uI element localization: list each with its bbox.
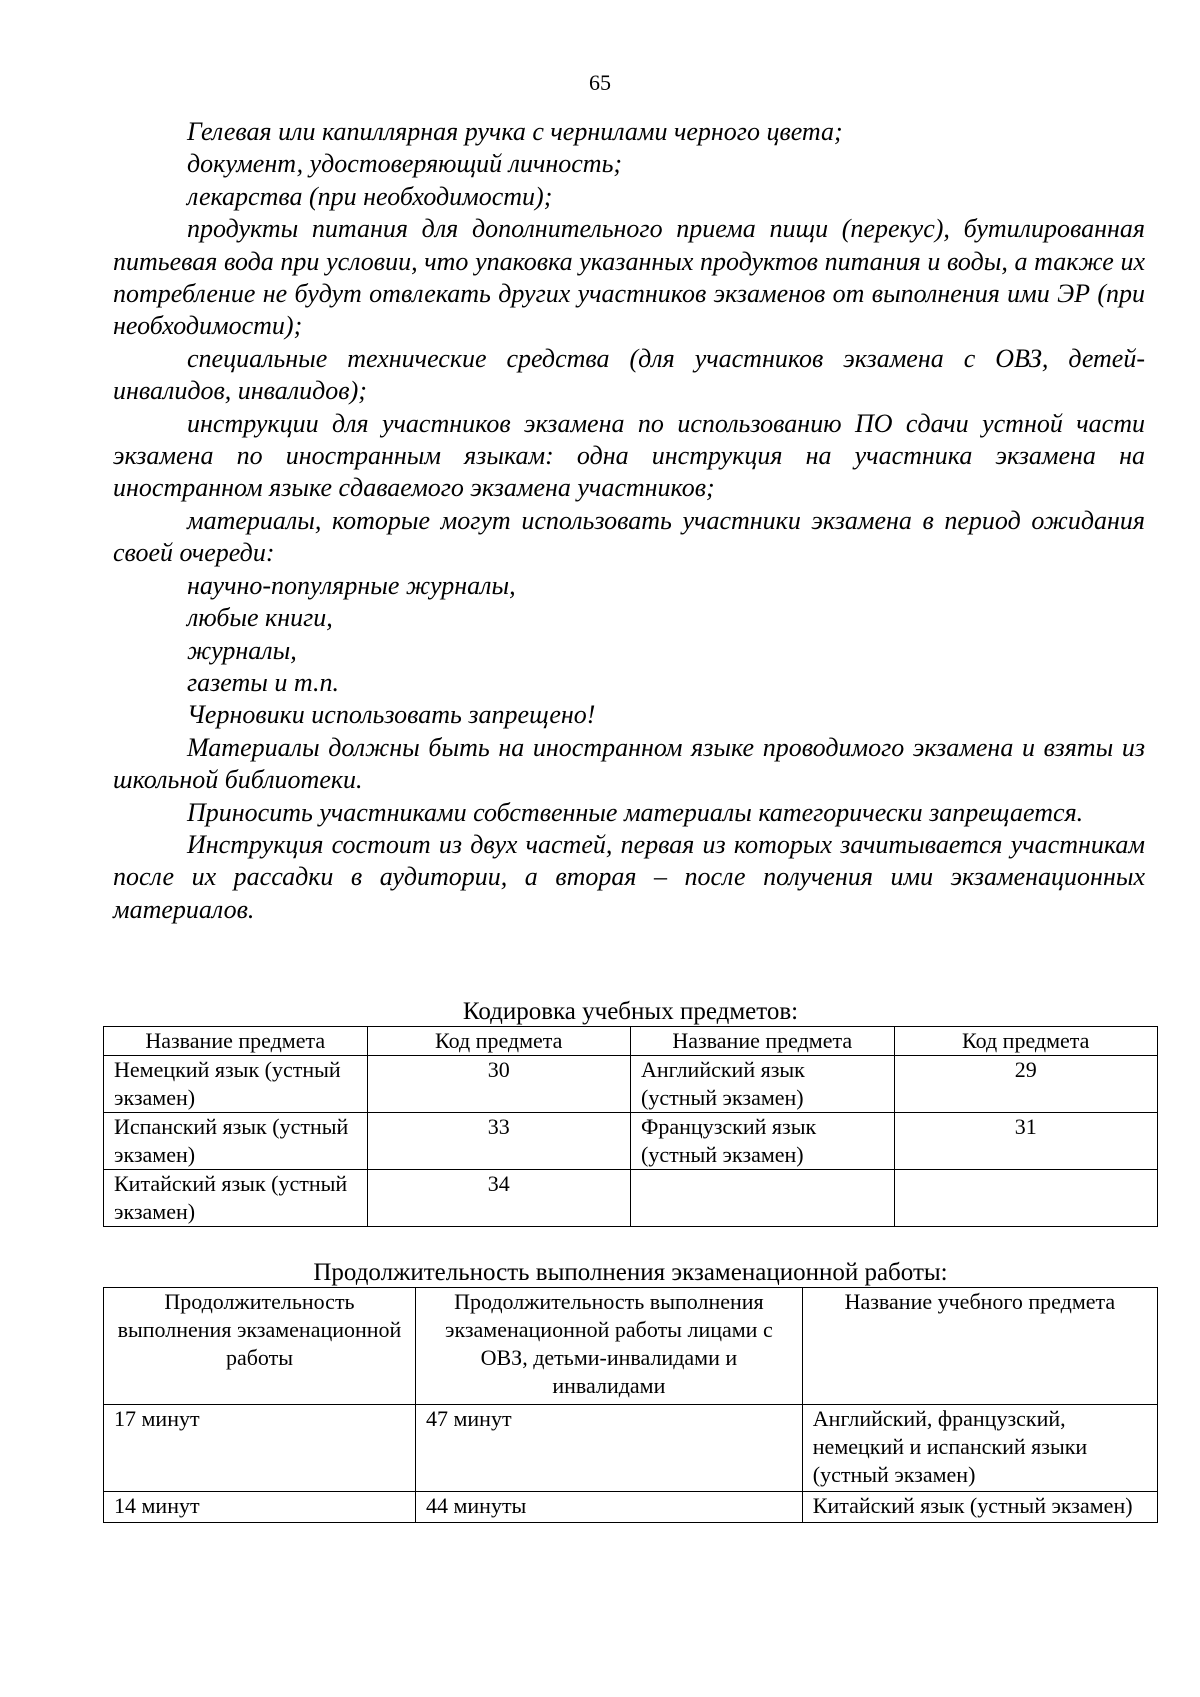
list-item-instructions: инструкции для участников экзамена по использованию ПО сдачи устной части экзамена по иностранным языкам: одна инструкция на участника экзамена на иностранном языке сдаваемого экзамена участников; [113, 408, 1145, 503]
column-header: Название предмета [631, 1027, 895, 1056]
code-cell: 29 [894, 1056, 1158, 1113]
list-item-medicine: лекарства (при необходимости); [187, 181, 553, 211]
column-header: Код предмета [367, 1027, 631, 1056]
exam-duration-table [103, 1287, 1158, 1523]
duration-cell: 17 минут [104, 1405, 416, 1492]
list-item-technical-means: специальные технические средства (для участников экзамена с ОВЗ, детей-инвалидов, инвалидов); [113, 343, 1145, 406]
materials-language-note: Материалы должны быть на иностранном языке проводимого экзамена и взяты из школьной библиотеки. [113, 732, 1145, 795]
code-cell [894, 1170, 1158, 1227]
code-cell: 33 [367, 1113, 631, 1170]
list-item-magazines: научно-популярные журналы, [187, 570, 516, 600]
duration-cell: 14 минут [104, 1492, 416, 1523]
instruction-parts-note: Инструкция состоит из двух частей, первая из которых зачитывается участникам после их рассадки в аудитории, а вторая – после получения ими экзаменационных материалов. [113, 829, 1145, 924]
table-row [104, 1405, 1158, 1492]
subject-cell: Английский язык (устный экзамен) [631, 1056, 895, 1113]
list-item-materials: материалы, которые могут использовать участники экзамена в период ожидания своей очереди: [113, 505, 1145, 568]
table-row [104, 1492, 1158, 1523]
list-item-pen: Гелевая или капиллярная ручка с чернилами черного цвета; [187, 117, 843, 146]
own-materials-note: Приносить участниками собственные материалы категорически запрещается. [187, 797, 1084, 827]
subject-codes-table [103, 1026, 1158, 1227]
subject-cell: Китайский язык (устный экзамен) [104, 1170, 368, 1227]
code-cell: 30 [367, 1056, 631, 1113]
table-row [104, 1170, 1158, 1227]
list-item-food: продукты питания для дополнительного приема пищи (перекус), бутилированная питьевая вода при условии, что упаковка указанных продуктов питания и воды, а также их потребление не будут отвлекать других участников экзаменов от выполнения ими ЭР (при необходимости); [113, 214, 1145, 341]
list-item-newspapers: газеты и т.п. [187, 667, 339, 697]
duration-special-cell: 47 минут [415, 1405, 802, 1492]
drafts-note: Черновики использовать запрещено! [187, 700, 596, 730]
codes-table-caption: Кодировка учебных предметов: [462, 998, 799, 1025]
column-header: Название предмета [104, 1027, 368, 1056]
column-header: Продолжительность выполнения экзаменационной работы лицами с ОВЗ, детьми-инвалидами и инвалидами [415, 1288, 802, 1405]
table-header-row [104, 1288, 1158, 1405]
subject-cell: Английский, французский, немецкий и испанский языки (устный экзамен) [802, 1405, 1157, 1492]
duration-special-cell: 44 минуты [415, 1492, 802, 1523]
subject-cell: Французский язык (устный экзамен) [631, 1113, 895, 1170]
list-item-journals: журналы, [187, 635, 297, 665]
table-header-row [104, 1027, 1158, 1056]
subject-cell: Немецкий язык (устный экзамен) [104, 1056, 368, 1113]
list-item-books: любые книги, [187, 603, 333, 633]
code-cell: 31 [894, 1113, 1158, 1170]
table-row [104, 1056, 1158, 1113]
column-header: Код предмета [894, 1027, 1158, 1056]
column-header: Продолжительность выполнения экзаменационной работы [104, 1288, 416, 1405]
subject-cell [631, 1170, 895, 1227]
body-text [113, 116, 1145, 926]
duration-table-caption: Продолжительность выполнения экзаменационной работы: [313, 1259, 948, 1286]
code-cell: 34 [367, 1170, 631, 1227]
list-item-id-document: документ, удостоверяющий личность; [187, 149, 623, 179]
table-row [104, 1113, 1158, 1170]
subject-cell: Испанский язык (устный экзамен) [104, 1113, 368, 1170]
subject-cell: Китайский язык (устный экзамен) [802, 1492, 1157, 1523]
column-header: Название учебного предмета [802, 1288, 1157, 1405]
page-number: 65 [589, 70, 611, 95]
